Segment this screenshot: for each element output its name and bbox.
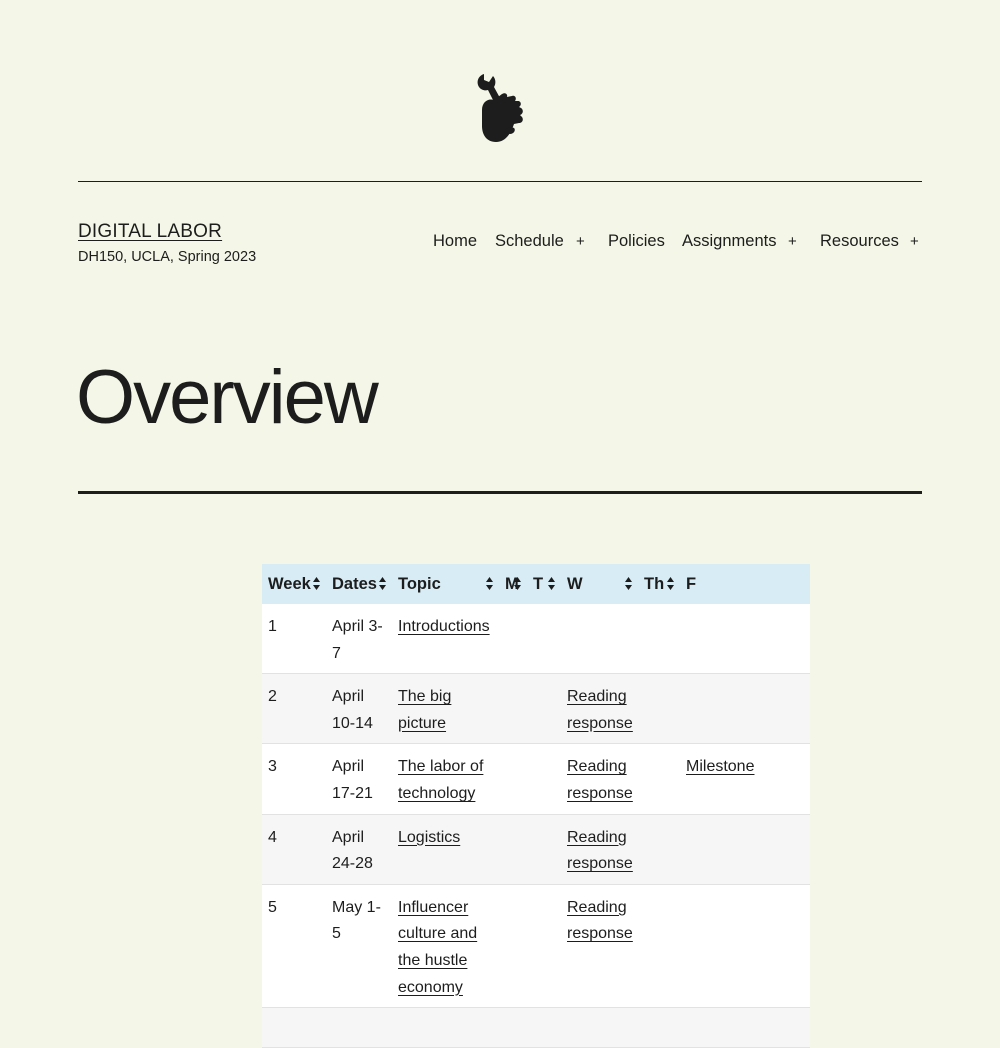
column-header-label: Dates: [332, 574, 377, 593]
cell-t: [527, 814, 561, 884]
title-divider: [78, 491, 922, 494]
cell-w: [561, 744, 638, 814]
cell-dates: May 1-5: [332, 898, 381, 943]
cell-w: [561, 604, 638, 674]
column-header-label: F: [686, 574, 697, 593]
cell-topic: [392, 744, 499, 814]
cell-topic: [392, 674, 499, 744]
schedule-table-container[interactable]: [262, 564, 755, 1000]
resources-submenu-toggle[interactable]: +: [910, 233, 919, 250]
cell-th: [638, 604, 680, 674]
nav-schedule[interactable]: Schedule: [495, 232, 564, 250]
topic-link[interactable]: The labor of technology: [398, 758, 484, 802]
site-title-link[interactable]: DIGITAL LABOR: [78, 221, 223, 242]
hand-wrench-icon: [474, 70, 526, 144]
sort-icon: [667, 577, 674, 590]
cell-week: 5: [268, 898, 277, 916]
cell-dates: April 24-28: [332, 828, 373, 873]
cell-t: [527, 604, 561, 674]
cell-f: [680, 604, 810, 674]
column-header-th[interactable]: [638, 564, 680, 604]
column-header-label: Th: [644, 574, 665, 593]
cell-t: [527, 674, 561, 744]
topic-link[interactable]: Influencer culture and the hustle economy: [398, 898, 478, 996]
column-header-label: M: [505, 574, 519, 593]
page-title: Overview: [76, 355, 377, 440]
table-row: [262, 814, 810, 884]
nav-assignments[interactable]: Assignments: [682, 232, 777, 250]
column-header-label: W: [567, 574, 583, 593]
cell-m: [499, 604, 527, 674]
cell-topic: [392, 604, 499, 674]
reading-response-link[interactable]: Reading response: [567, 828, 633, 873]
cell-m: [499, 884, 527, 1007]
topic-link[interactable]: Logistics: [398, 828, 461, 846]
reading-response-link[interactable]: Reading response: [567, 898, 633, 943]
sort-icon: [514, 577, 521, 590]
cell-week: 3: [268, 758, 277, 776]
cell-dates: April 10-14: [332, 688, 373, 732]
cell-topic: [392, 814, 499, 884]
nav-policies[interactable]: Policies: [608, 232, 665, 250]
column-header-label: Topic: [398, 574, 441, 593]
cell-dates: April 17-21: [332, 758, 373, 802]
nav-home[interactable]: Home: [433, 232, 478, 250]
cell-th: [638, 884, 680, 1007]
sort-icon: [313, 577, 320, 590]
cell-m: [499, 674, 527, 744]
cell-week: 2: [268, 688, 277, 706]
sort-icon: [548, 577, 555, 590]
schedule-table: [262, 564, 810, 1048]
cell-f: [680, 744, 810, 814]
cell-w: [561, 674, 638, 744]
cell-week: 4: [268, 828, 277, 846]
table-row: [262, 744, 810, 814]
cell-week: 1: [268, 618, 277, 635]
schedule-submenu-toggle[interactable]: +: [576, 233, 585, 250]
column-header-t[interactable]: [527, 564, 561, 604]
reading-response-link[interactable]: Reading response: [567, 758, 633, 802]
table-row: [262, 604, 810, 674]
table-row: [262, 1008, 810, 1048]
cell-t: [527, 744, 561, 814]
column-header-dates[interactable]: [326, 564, 392, 604]
table-header-row: [262, 564, 810, 604]
column-header-w[interactable]: [561, 564, 638, 604]
column-header-topic[interactable]: [392, 564, 499, 604]
sort-icon: [486, 577, 493, 590]
milestone-link[interactable]: Milestone: [686, 758, 755, 776]
cell-th: [638, 744, 680, 814]
cell-topic: [392, 884, 499, 1007]
cell-m: [499, 744, 527, 814]
sort-icon: [379, 577, 386, 590]
site-description: DH150, UCLA, Spring 2023: [78, 249, 257, 265]
cell-th: [638, 814, 680, 884]
column-header-label: Week: [268, 574, 311, 593]
cell-t: [527, 884, 561, 1007]
cell-f: [680, 884, 810, 1007]
nav-resources[interactable]: Resources: [820, 232, 899, 250]
cell-f: [680, 814, 810, 884]
column-header-m[interactable]: [499, 564, 527, 604]
sort-icon: [625, 577, 632, 590]
table-row: [262, 884, 810, 1007]
cell-w: [561, 884, 638, 1007]
table-row: [262, 674, 810, 744]
topic-link[interactable]: The big picture: [398, 688, 452, 732]
cell-f: [680, 674, 810, 744]
cell-m: [499, 814, 527, 884]
cell-w: [561, 814, 638, 884]
topic-link[interactable]: Introductions: [398, 618, 490, 635]
column-header-label: T: [533, 574, 544, 593]
reading-response-link[interactable]: Reading response: [567, 688, 633, 732]
cell-dates: April 3-7: [332, 618, 383, 662]
column-header-f[interactable]: [680, 564, 810, 604]
column-header-week[interactable]: [262, 564, 326, 604]
cell-th: [638, 674, 680, 744]
assignments-submenu-toggle[interactable]: +: [788, 233, 797, 250]
header-divider: [78, 181, 922, 182]
